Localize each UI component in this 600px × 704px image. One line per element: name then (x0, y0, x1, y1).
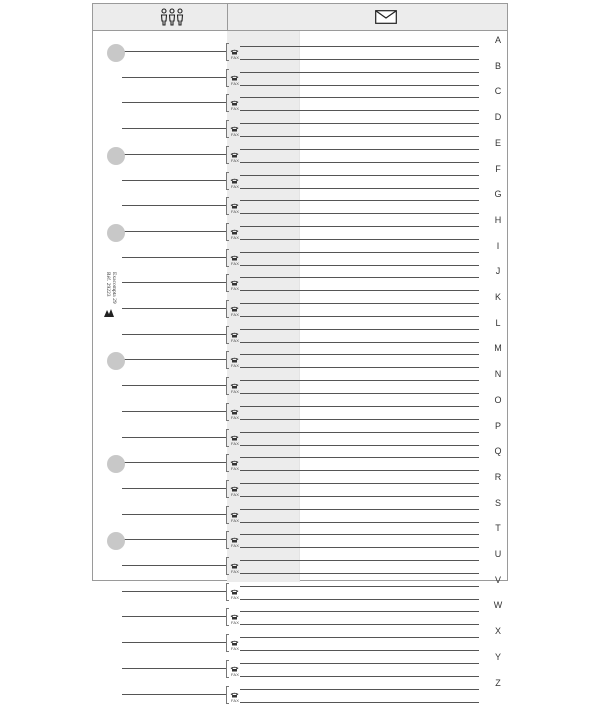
telephone-icon (230, 42, 239, 48)
telephone-icon (230, 350, 239, 356)
phone-line (240, 611, 479, 612)
fax-label: FAX (231, 389, 240, 395)
fax-label: FAX (231, 106, 240, 112)
row-bracket (226, 94, 229, 112)
address-row (93, 497, 507, 523)
row-bracket (226, 583, 229, 601)
row-bracket (226, 480, 229, 498)
address-row (93, 574, 507, 600)
alphabet-tab: A (494, 35, 501, 45)
fax-label: FAX (231, 132, 240, 138)
phone-line (240, 354, 479, 355)
address-row (93, 522, 507, 548)
phone-line (240, 663, 479, 664)
brand-mark (99, 272, 123, 318)
phone-line (240, 226, 479, 227)
fax-label: FAX (231, 517, 240, 523)
name-line (122, 180, 226, 181)
name-line (122, 514, 226, 515)
name-line (122, 668, 226, 669)
name-line (122, 591, 226, 592)
phone-line (240, 380, 479, 381)
fax-label: FAX (231, 337, 240, 343)
alphabet-tab: G (494, 189, 502, 200)
address-row (93, 599, 507, 625)
phone-line (240, 689, 479, 690)
brand-ref: Réf. 29223 (105, 272, 111, 297)
phone-line (240, 637, 479, 638)
address-row (93, 677, 507, 703)
name-line (122, 102, 226, 103)
name-line (122, 282, 226, 283)
brand-name: Exacompta 29 (111, 272, 117, 304)
fax-label: FAX (231, 440, 240, 446)
telephone-icon (230, 453, 239, 459)
telephone-icon (230, 582, 239, 588)
alphabet-tab: X (494, 626, 501, 637)
telephone-icon (230, 376, 239, 382)
alphabet-tab: V (494, 574, 501, 585)
fax-label: FAX (231, 312, 240, 317)
phone-line (240, 406, 479, 407)
name-line (122, 539, 226, 540)
alphabet-tab: F (495, 163, 501, 174)
row-bracket (226, 506, 229, 524)
address-row (93, 420, 507, 446)
name-line (122, 565, 226, 566)
telephone-icon (230, 659, 239, 665)
address-page (92, 3, 508, 703)
row-bracket (226, 377, 229, 395)
row-bracket (226, 197, 229, 215)
phone-line (240, 432, 479, 433)
address-row (93, 291, 507, 317)
phone-line (240, 46, 479, 47)
row-bracket (226, 557, 229, 575)
address-row (93, 265, 507, 291)
address-row (93, 317, 507, 343)
telephone-icon (230, 68, 239, 74)
row-bracket (226, 326, 229, 344)
alphabet-tab: Y (494, 651, 501, 662)
alphabet-tab: J (495, 266, 501, 277)
fax-label: FAX (231, 234, 240, 240)
fax-label: FAX (231, 594, 240, 600)
fax-label: FAX (231, 491, 240, 497)
name-line (122, 488, 226, 489)
alphabet-tab: Q (494, 446, 502, 457)
fax-label: FAX (231, 466, 240, 472)
row-bracket (226, 146, 229, 164)
alphabet-tab: U (494, 549, 502, 559)
fax-label: FAX (231, 569, 240, 574)
telephone-icon (230, 530, 239, 536)
name-line (122, 411, 226, 412)
phone-line (240, 252, 479, 253)
row-bracket (226, 249, 229, 267)
row-bracket (226, 608, 229, 626)
address-row (93, 111, 507, 137)
name-line (122, 437, 226, 438)
address-row (93, 60, 507, 86)
name-line (122, 154, 226, 155)
alphabet-tab: M (494, 343, 502, 354)
row-bracket (226, 172, 229, 190)
logo-icon (103, 308, 115, 318)
fax-label: FAX (231, 697, 240, 703)
name-line (122, 385, 226, 386)
telephone-icon (230, 248, 239, 254)
alphabet-tab: B (494, 60, 501, 71)
phone-line (240, 123, 479, 124)
fax-label: FAX (231, 414, 240, 420)
name-line (122, 462, 226, 463)
row-bracket (226, 69, 229, 87)
fax-label: FAX (231, 286, 240, 292)
address-row (93, 137, 507, 163)
address-row (93, 342, 507, 368)
row-bracket (226, 223, 229, 241)
phone-line (240, 534, 479, 535)
address-row (93, 548, 507, 574)
fax-label: FAX (231, 620, 240, 626)
address-row (93, 625, 507, 651)
phone-line (240, 97, 479, 98)
address-row (93, 188, 507, 214)
row-bracket (226, 454, 229, 472)
telephone-icon (230, 685, 239, 691)
address-row (93, 651, 507, 677)
phone-line (240, 329, 479, 330)
fax-label: FAX (231, 183, 240, 189)
fax-label: FAX (231, 209, 240, 215)
telephone-icon (230, 93, 239, 99)
name-line (122, 205, 226, 206)
alphabet-tab: D (494, 112, 502, 123)
row-bracket (226, 120, 229, 138)
phone-line (240, 509, 479, 510)
name-line (122, 51, 226, 52)
fax-label: FAX (231, 543, 240, 549)
phone-line (240, 457, 479, 458)
fax-line (240, 702, 479, 703)
phone-line (240, 175, 479, 176)
alphabet-tab: R (494, 471, 502, 482)
alphabet-tab: P (494, 420, 501, 431)
telephone-icon (230, 402, 239, 408)
name-line (122, 128, 226, 129)
address-rows (93, 4, 507, 703)
row-bracket (226, 351, 229, 369)
address-row (93, 85, 507, 111)
telephone-icon (230, 607, 239, 613)
alphabet-tab: O (494, 394, 502, 405)
fax-label: FAX (231, 55, 240, 60)
phone-line (240, 586, 479, 587)
phone-line (240, 200, 479, 201)
name-line (122, 694, 226, 695)
alphabet-tab: T (495, 523, 501, 534)
alphabet-tab: N (494, 369, 502, 380)
phone-line (240, 303, 479, 304)
fax-label: FAX (231, 157, 240, 163)
address-row (93, 445, 507, 471)
telephone-icon (230, 633, 239, 639)
alphabet-tab: S (494, 497, 501, 508)
fax-label: FAX (231, 363, 240, 369)
phone-line (240, 149, 479, 150)
name-line (122, 616, 226, 617)
address-row (93, 240, 507, 266)
row-bracket (226, 686, 229, 704)
fax-label: FAX (231, 260, 240, 266)
phone-line (240, 560, 479, 561)
row-bracket (226, 403, 229, 421)
fax-label: FAX (231, 80, 240, 86)
fax-label: FAX (231, 671, 240, 677)
name-line (122, 334, 226, 335)
row-bracket (226, 274, 229, 292)
row-bracket (226, 43, 229, 61)
row-bracket (226, 531, 229, 549)
telephone-icon (230, 171, 239, 177)
name-line (122, 257, 226, 258)
alphabet-tab: L (495, 317, 501, 328)
name-line (122, 642, 226, 643)
alphabet-tab: K (494, 292, 501, 302)
phone-line (240, 483, 479, 484)
phone-line (240, 277, 479, 278)
telephone-icon (230, 222, 239, 228)
phone-line (240, 72, 479, 73)
address-row (93, 214, 507, 240)
alphabet-tab: I (496, 240, 500, 251)
address-row (93, 34, 507, 60)
alphabet-tab: C (494, 86, 502, 97)
telephone-icon (230, 273, 239, 279)
alphabet-tab: Z (495, 677, 501, 688)
row-bracket (226, 660, 229, 678)
telephone-icon (230, 119, 239, 125)
telephone-icon (230, 325, 239, 331)
alphabet-tab: H (494, 214, 502, 225)
telephone-icon (230, 428, 239, 434)
address-row (93, 368, 507, 394)
telephone-icon (230, 479, 239, 485)
row-bracket (226, 634, 229, 652)
row-bracket (226, 300, 229, 318)
address-row (93, 471, 507, 497)
telephone-icon (230, 196, 239, 202)
fax-label: FAX (231, 646, 240, 652)
name-line (122, 308, 226, 309)
row-bracket (226, 429, 229, 447)
address-row (93, 163, 507, 189)
telephone-icon (230, 145, 239, 151)
name-line (122, 359, 226, 360)
telephone-icon (230, 556, 239, 562)
alphabet-tab: E (494, 137, 501, 148)
address-row (93, 394, 507, 420)
name-line (122, 77, 226, 78)
alphabet-tab: W (493, 600, 503, 611)
telephone-icon (230, 505, 239, 511)
name-line (122, 231, 226, 232)
telephone-icon (230, 299, 239, 305)
